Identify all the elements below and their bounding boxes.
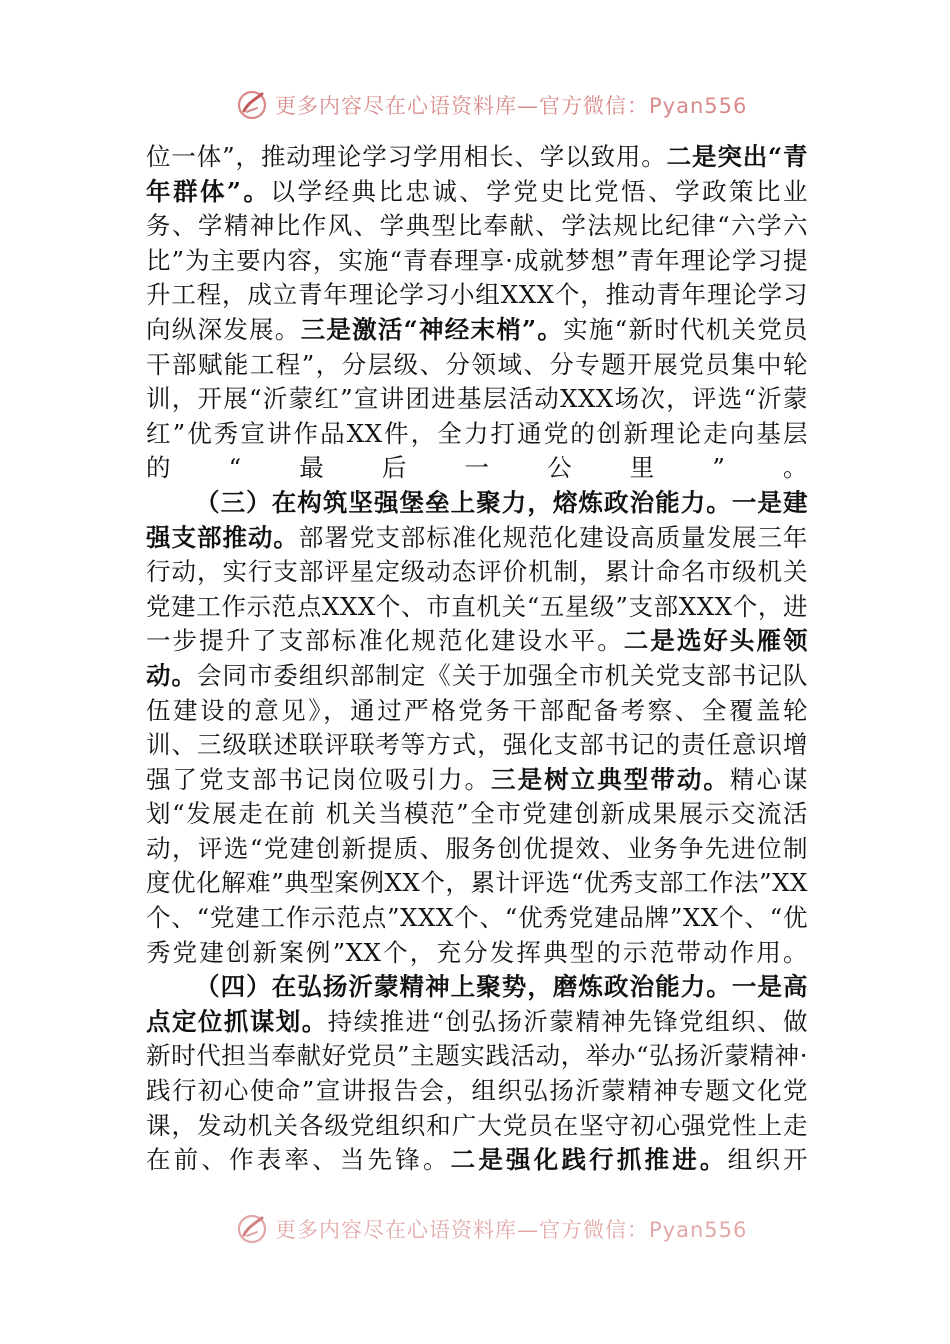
text-run: 组织开 — [727, 1145, 809, 1175]
bold-heading: 三是激活“神经末梢”。 — [300, 314, 564, 344]
bold-heading: 二是突出“青年群体”。 — [146, 142, 809, 206]
watermark-footer — [235, 1212, 747, 1246]
brush-logo-icon — [235, 1212, 269, 1246]
paragraph-3 — [146, 970, 808, 1178]
watermark-header — [235, 88, 747, 122]
bold-heading: 三是树立典型带动。 — [491, 764, 730, 794]
text-run: 以学经典比忠诚、学党史比党悟、学政策比业务、学精神比作风、学典型比奉献、学法规比纪律“六学六比”为主要内容，实施“青春理享·成就梦想”青年理论学习提升工程，成立青年理论学习小组XXX个，推动青年理论学习向纵深发展。 — [146, 176, 808, 344]
watermark-text: 更多内容尽在心语资料库—官方微信：Pyan556 — [275, 94, 748, 118]
text-run: 实施“新时代机关党员干部赋能工程”，分层级、分领域、分专题开展党员集中轮训，开展“沂蒙红”宣讲团进基层活动XXX场次，评选“沂蒙红”优秀宣讲作品XX件，全力打通党的创新理论走向基层的“最后一公里”。 — [146, 314, 809, 483]
bold-heading: 二是强化践行抓推进。 — [450, 1145, 728, 1175]
paragraph-2 — [146, 486, 808, 970]
document-body — [146, 140, 808, 1178]
brush-logo-icon — [235, 88, 269, 122]
text-run: 会同市委组织部制定《关于加强全市机关党支部书记队伍建设的意见》，通过严格党务干部配备考察、全覆盖轮训、三级联述联评联考等方式，强化支部书记的责任意识增强了党支部书记岗位吸引力。 — [146, 660, 809, 794]
text-run: 精心谋划“发展走在前 机关当模范”全市党建创新成果展示交流活动，评选“党建创新提质、服务创优提效、业务争先进位制度优化解难”典型案例XX个，累计评选“优秀支部工作法”XX个、“党建工作示范点”XXX个、“优秀党建品牌”XX个、“优秀党建创新案例”XX个，充分发挥典型的示范带动作用。 — [146, 764, 809, 967]
section-heading: （三）在构筑坚强堡垒上聚力，熔炼政治能力。一是建强支部推动。 — [146, 487, 808, 552]
section-heading: （四）在弘扬沂蒙精神上聚势，磨炼政治能力。一是高点定位抓谋划。 — [146, 972, 808, 1036]
text-run: 持续推进“创弘扬沂蒙精神先锋党组织、做新时代担当奉献好党员”主题实践活动，举办“弘扬沂蒙精神·践行初心使命”宣讲报告会，组织弘扬沂蒙精神专题文化党课，发动机关各级党组织和广大党员在坚守初心强党性上走在前、作表率、当先锋。 — [146, 1006, 808, 1175]
text-run: 部署党支部标准化规范化建设高质量发展三年行动，实行支部评星定级动态评价机制，累计命名市级机关党建工作示范点XXX个、市直机关“五星级”支部XXX个，进一步提升了支部标准化规范化建设水平。 — [146, 522, 809, 656]
bold-heading: 二是选好头雁领动。 — [146, 626, 808, 690]
text-run: 位一体”，推动理论学习学用相长、学以致用。 — [146, 142, 667, 171]
paragraph-1 — [146, 140, 808, 486]
watermark-text: 更多内容尽在心语资料库—官方微信：Pyan556 — [275, 1218, 748, 1242]
